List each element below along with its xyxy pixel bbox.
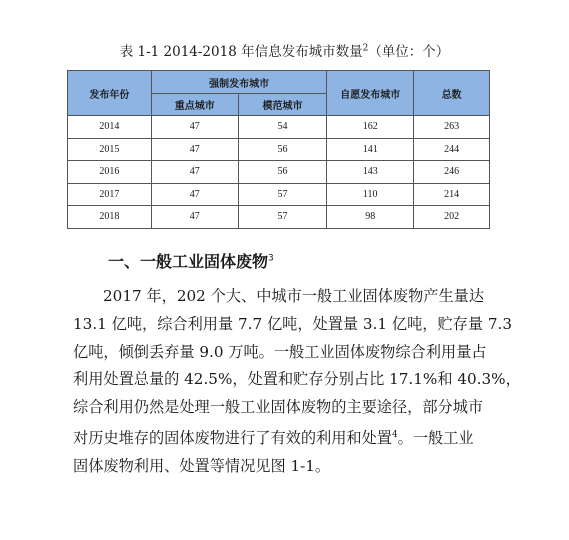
paragraph-line: 利用处置总量的 42.5%，处置和贮存分别占比 17.1%和 40.3%，: [73, 370, 521, 389]
cell-key: 47: [151, 161, 238, 184]
cell-voluntary: 98: [327, 206, 414, 229]
cell-model: 56: [238, 138, 327, 161]
table-row: [68, 161, 490, 184]
table-caption: [0, 40, 569, 60]
cell-total: 244: [414, 138, 490, 161]
cell-voluntary: 141: [327, 138, 414, 161]
cell-model: 54: [238, 116, 327, 139]
header-year: 发布年份: [68, 71, 152, 116]
table-row: [68, 206, 490, 229]
paragraph-line: 13.1 亿吨，综合利用量 7.7 亿吨，处置量 3.1 亿吨，贮存量 7.3: [73, 314, 512, 333]
paragraph-line: 综合利用仍然是处理一般工业固体废物的主要途径，部分城市: [73, 398, 484, 417]
paragraph-line: 固体废物利用、处置等情况见图 1-1。: [73, 456, 331, 475]
heading-footnote-ref: 3: [268, 253, 274, 264]
cell-voluntary: 110: [327, 183, 414, 206]
cell-key: 47: [151, 206, 238, 229]
paragraph-footnote-ref: 4: [391, 429, 398, 440]
cell-year: 2017: [68, 183, 152, 206]
caption-unit: （单位：个）: [368, 44, 450, 60]
section-heading-text: 一、一般工业固体废物: [108, 252, 269, 271]
cell-model: 57: [238, 206, 327, 229]
section-heading: [108, 249, 274, 272]
table-row: [68, 183, 490, 206]
cell-total: 246: [414, 161, 490, 184]
cell-total: 214: [414, 183, 490, 206]
cell-year: 2014: [68, 116, 152, 139]
paragraph-line: 2017 年，202 个大、中城市一般工业固体废物产生量达: [103, 287, 485, 305]
header-key-cities: 重点城市: [151, 94, 238, 116]
city-count-table: [67, 70, 490, 229]
cell-key: 47: [151, 116, 238, 139]
cell-year: 2015: [68, 138, 152, 161]
header-mandatory: 强制发布城市: [151, 71, 327, 94]
header-model-cities: 模范城市: [238, 94, 327, 116]
cell-key: 47: [151, 183, 238, 206]
cell-key: 47: [151, 138, 238, 161]
table-row: [68, 116, 490, 139]
cell-voluntary: 143: [327, 161, 414, 184]
body-paragraph: [73, 283, 521, 481]
paragraph-line: 亿吨，倾倒丢弃量 9.0 万吨。一般工业固体废物综合利用量占: [73, 342, 487, 361]
cell-total: 263: [414, 116, 490, 139]
cell-total: 202: [414, 206, 490, 229]
cell-model: 56: [238, 161, 327, 184]
header-voluntary: 自愿发布城市: [327, 71, 414, 116]
caption-footnote-ref: 2: [362, 43, 369, 54]
cell-year: 2016: [68, 161, 152, 184]
table-row: [68, 138, 490, 161]
cell-year: 2018: [68, 206, 152, 229]
paragraph-text: 对历史堆存的固体废物进行了有效的利用和处置: [73, 429, 392, 448]
header-total: 总数: [414, 71, 490, 116]
caption-text: 表 1-1 2014-2018 年信息发布城市数量: [119, 44, 363, 60]
cell-model: 57: [238, 183, 327, 206]
cell-voluntary: 162: [327, 116, 414, 139]
paragraph-text: 。一般工业: [397, 429, 474, 448]
paragraph-line-with-footnote: [73, 422, 497, 453]
